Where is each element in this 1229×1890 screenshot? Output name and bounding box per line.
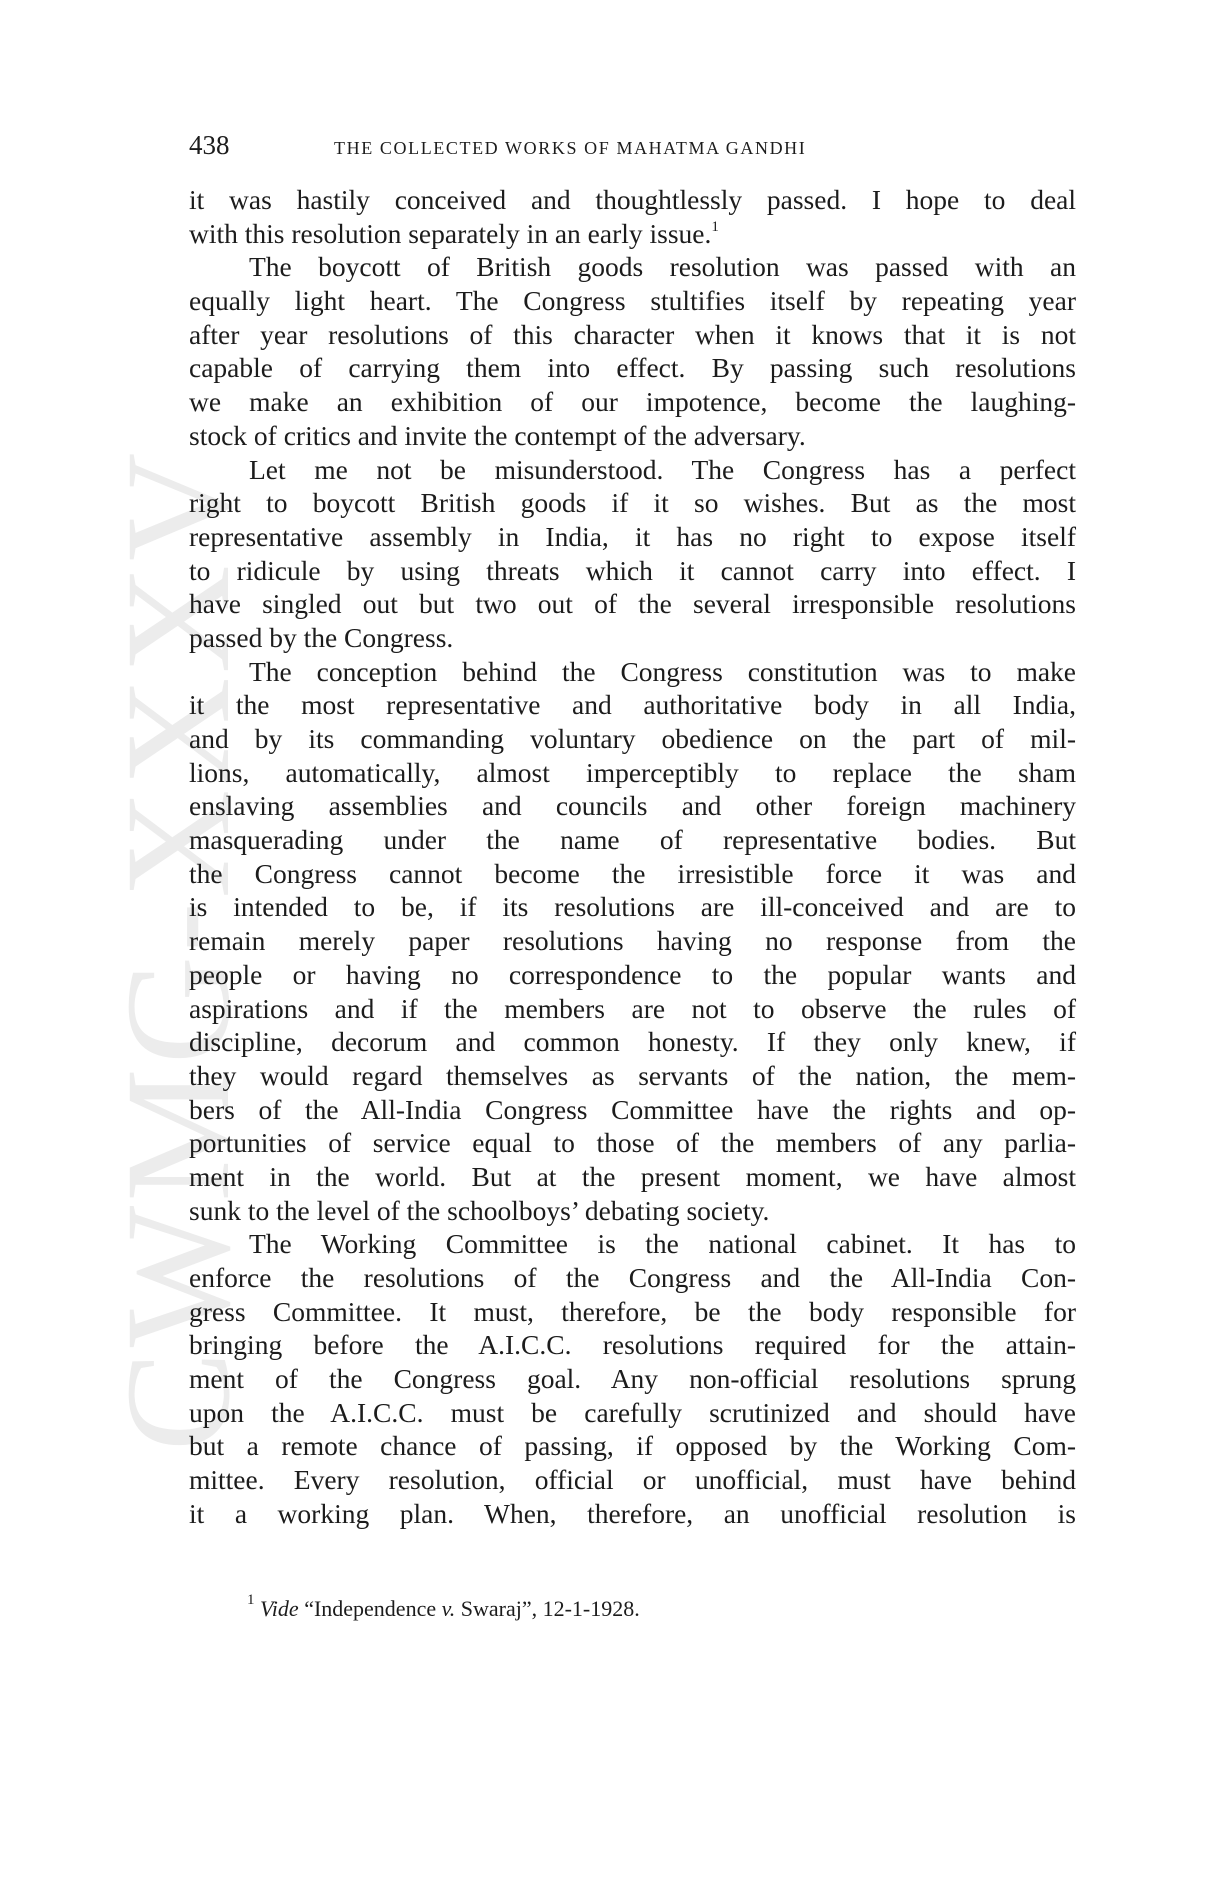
text-line xyxy=(189,1261,1076,1295)
line-text: and by its commanding voluntary obedience on the part of mil- xyxy=(189,723,1076,754)
text-line xyxy=(189,453,1076,487)
text-line xyxy=(189,419,1076,453)
line-text: it was hastily conceived and thoughtlessly passed. I hope to deal xyxy=(189,184,1076,215)
body-text xyxy=(189,183,1076,1531)
text-line xyxy=(189,1227,1076,1261)
text-line xyxy=(189,789,1076,823)
text-line xyxy=(189,722,1076,756)
text-line xyxy=(189,621,1076,655)
footnote xyxy=(247,1592,640,1622)
line-text: stock of critics and invite the contempt of the adversary. xyxy=(189,419,806,451)
text-line xyxy=(189,554,1076,588)
text-line xyxy=(189,924,1076,958)
line-text: ment in the world. But at the present moment, we have almost xyxy=(189,1160,1076,1192)
text-line xyxy=(189,823,1076,857)
line-text: capable of carrying them into effect. By passing such resolutions xyxy=(189,352,1076,384)
line-text: gress Committee. It must, therefore, be the body responsible for xyxy=(189,1295,1076,1327)
line-text: masquerading under the name of representative bodies. But xyxy=(189,824,1076,856)
line-text: portunities of service equal to those of the members of any parlia- xyxy=(189,1127,1076,1159)
text-line xyxy=(189,1126,1076,1160)
line-text: we make an exhibition of our impotence, become the laughing- xyxy=(189,386,1076,418)
text-line xyxy=(189,1497,1076,1531)
paragraph xyxy=(189,655,1076,1228)
line-text: they would regard themselves as servants of the nation, the mem- xyxy=(189,1059,1076,1091)
line-text: equally light heart. The Congress stultifies itself by repeating year xyxy=(189,285,1076,317)
line-text: bers of the All-India Congress Committee have the rights and op- xyxy=(189,1093,1076,1125)
line-text: the Congress cannot become the irresistible force it was and xyxy=(189,857,1076,889)
line-text: aspirations and if the members are not to observe the rules of xyxy=(189,992,1076,1024)
line-text: to ridicule by using threats which it cannot carry into effect. I xyxy=(189,554,1076,586)
text-line xyxy=(189,1093,1076,1127)
paragraph xyxy=(189,453,1076,655)
line-text: enslaving assemblies and councils and other foreign machinery xyxy=(189,790,1076,822)
text-line xyxy=(189,890,1076,924)
text-line xyxy=(189,1429,1076,1463)
line-text: The conception behind the Congress constitution was to make xyxy=(249,655,1076,687)
text-line xyxy=(189,756,1076,790)
footnote-vide: Vide xyxy=(260,1596,299,1621)
text-line xyxy=(189,250,1076,284)
line-text: but a remote chance of passing, if opposed by the Working Com- xyxy=(189,1430,1076,1462)
footnote-text-a: “Independence xyxy=(298,1596,442,1621)
text-line xyxy=(189,351,1076,385)
text-line xyxy=(189,958,1076,992)
text-line xyxy=(189,486,1076,520)
line-text: The boycott of British goods resolution was passed with an xyxy=(249,251,1076,283)
line-text: have singled out but two out of the several irresponsible resolutions xyxy=(189,588,1076,620)
text-line xyxy=(189,520,1076,554)
text-line xyxy=(189,857,1076,891)
line-text: sunk to the level of the schoolboys’ debating society. xyxy=(189,1194,770,1226)
footnote-marker: 1 xyxy=(247,1592,255,1608)
page-header xyxy=(189,130,1076,166)
text-line xyxy=(189,655,1076,689)
watermark: CWMG-XXXV xyxy=(95,448,261,1452)
line-text: it a working plan. When, therefore, an unofficial resolution is xyxy=(189,1497,1076,1529)
line-text: after year resolutions of this character when it knows that it is not xyxy=(189,318,1076,350)
line-text: representative assembly in India, it has no right to expose itself xyxy=(189,520,1076,552)
line-text: enforce the resolutions of the Congress and the All-India Con- xyxy=(189,1262,1076,1293)
text-line xyxy=(189,1059,1076,1093)
text-line xyxy=(189,992,1076,1026)
text-line xyxy=(189,217,1076,251)
line-text: with this resolution separately in an early issue. xyxy=(189,217,712,249)
line-text: passed by the Congress. xyxy=(189,621,454,653)
text-line xyxy=(189,1328,1076,1362)
footnote-v: v. xyxy=(441,1596,456,1621)
line-text: is intended to be, if its resolutions are ill-conceived and are to xyxy=(189,891,1076,923)
footnote-reference: 1 xyxy=(711,218,719,235)
paragraph xyxy=(189,183,1076,250)
line-text: lions, automatically, almost imperceptibly to replace the sham xyxy=(189,756,1076,788)
text-line xyxy=(189,1295,1076,1329)
text-line xyxy=(189,1025,1076,1059)
line-text: upon the A.I.C.C. must be carefully scrutinized and should have xyxy=(189,1396,1076,1428)
page-number: 438 xyxy=(189,130,230,160)
line-text: people or having no correspondence to the popular wants and xyxy=(189,958,1076,990)
line-text: it the most representative and authoritative body in all India, xyxy=(189,689,1076,721)
text-line xyxy=(189,1160,1076,1194)
text-line xyxy=(189,1194,1076,1228)
footnote-text-b: Swaraj”, 12-1-1928. xyxy=(455,1596,640,1621)
line-text: The Working Committee is the national cabinet. It has to xyxy=(249,1228,1076,1260)
text-line xyxy=(189,385,1076,419)
line-text: mittee. Every resolution, official or unofficial, must have behind xyxy=(189,1464,1076,1496)
line-text: remain merely paper resolutions having no response from the xyxy=(189,925,1076,957)
text-line xyxy=(189,1463,1076,1497)
running-title: THE COLLECTED WORKS OF MAHATMA GANDHI xyxy=(334,138,807,158)
line-text: Let me not be misunderstood. The Congress has a perfect xyxy=(249,453,1076,485)
text-line xyxy=(189,688,1076,722)
text-line xyxy=(189,587,1076,621)
text-line xyxy=(189,1362,1076,1396)
text-line xyxy=(189,284,1076,318)
text-line xyxy=(189,318,1076,352)
text-line xyxy=(189,183,1076,217)
text-line xyxy=(189,1396,1076,1430)
line-text: discipline, decorum and common honesty. If they only knew, if xyxy=(189,1026,1076,1058)
paragraph xyxy=(189,1227,1076,1530)
paragraph xyxy=(189,250,1076,452)
line-text: right to boycott British goods if it so wishes. But as the most xyxy=(189,487,1076,519)
line-text: ment of the Congress goal. Any non-official resolutions sprung xyxy=(189,1363,1076,1395)
line-text: bringing before the A.I.C.C. resolutions required for the attain- xyxy=(189,1329,1076,1361)
